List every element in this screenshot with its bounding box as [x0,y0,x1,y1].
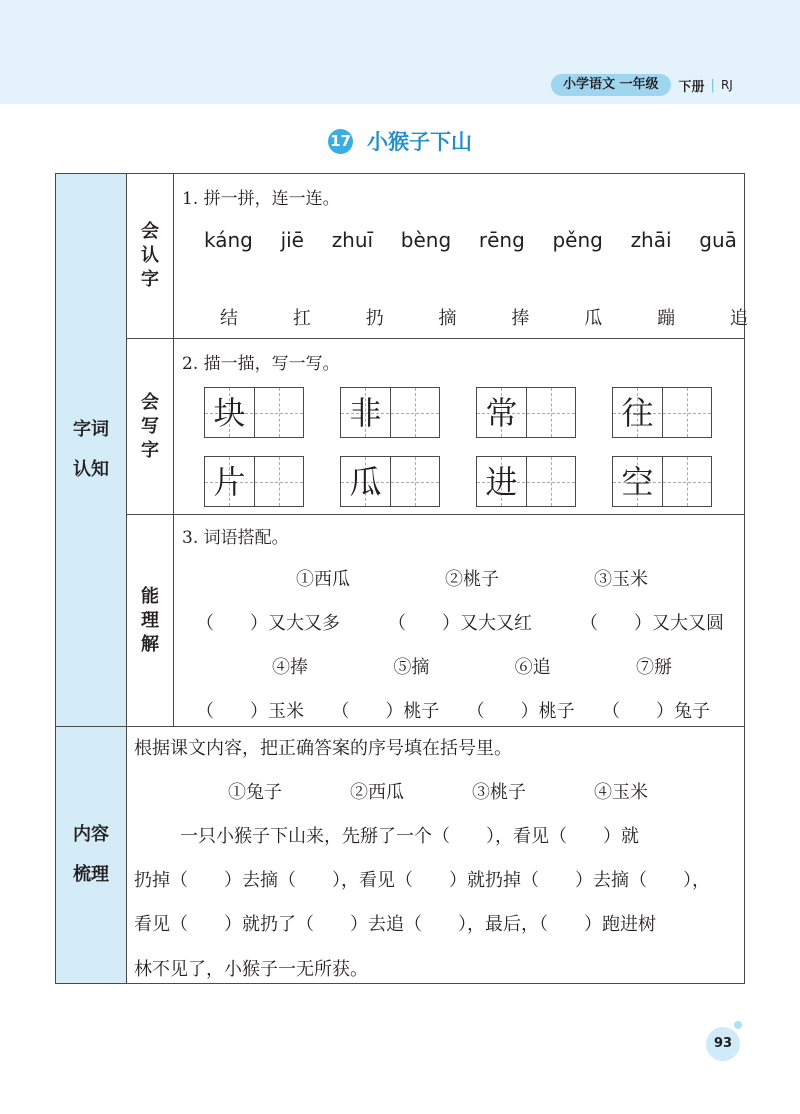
category-content-review [55,726,127,984]
writing-grid-box[interactable] [476,387,576,438]
grid-character: 非 [349,394,382,432]
category-label-line: 内容 [73,824,109,845]
lesson-number-badge: 17 [328,129,353,154]
sublabel-recognize: 会认字 [126,173,174,339]
decorative-droplet [734,1021,742,1029]
subject-pill: 小学语文 一年级 [551,74,671,96]
character-item[interactable]: 蹦 [657,308,676,329]
option-item: ⑤摘 [393,657,430,678]
review-paragraph-line[interactable]: 扔掉（ ）去摘（ ），看见（ ）就扔掉（ ）去摘（ ）， [134,870,710,891]
pinyin-item[interactable]: bèng [400,228,452,252]
review-options [228,778,648,804]
pinyin-item[interactable]: pěng [552,228,603,252]
grid-character: 往 [621,394,654,432]
section-content-review [126,726,745,984]
pinyin-item[interactable]: zhāi [630,228,672,252]
edition-label: RJ [720,78,733,92]
blank-row-1 [196,609,724,635]
tag-separator: | [710,77,715,93]
option-row-2 [272,653,672,679]
sublabel-understand: 能理解 [126,514,174,727]
grid-character: 瓜 [349,463,382,501]
option-item: ⑦掰 [635,657,672,678]
option-item: ④捧 [272,657,308,678]
volume-label: 下册 [678,79,705,95]
lesson-title [0,124,800,158]
pinyin-row [204,228,737,252]
character-item[interactable]: 摘 [438,308,457,329]
answer-blank[interactable]: （ ）又大又圆 [580,613,724,634]
review-paragraph-line: 林不见了，小猴子一无所获。 [134,959,368,980]
grid-character: 块 [213,394,246,432]
review-instruction: 根据课文内容，把正确答案的序号填在括号里。 [134,738,512,759]
pinyin-item[interactable]: guā [699,228,737,252]
category-label-line: 梳理 [73,864,109,885]
pinyin-item[interactable]: jiē [280,228,304,252]
option-item: ④玉米 [594,782,648,803]
question-3-title: 3. 词语搭配。 [182,528,289,548]
answer-blank[interactable]: （ ）又大又多 [196,613,340,634]
option-item: ⑥追 [514,657,551,678]
writing-grid-box[interactable] [612,456,712,507]
writing-grid-box[interactable] [612,387,712,438]
option-item: ①兔子 [228,782,282,803]
option-item: ③玉米 [594,569,648,590]
sublabel-write: 会写字 [126,338,174,515]
blank-row-2 [196,697,710,723]
answer-blank[interactable]: （ ）又大又红 [388,613,532,634]
option-item: ③桃子 [472,782,526,803]
writing-grid-box[interactable] [340,456,440,507]
answer-blank[interactable]: （ ）玉米 [196,701,304,722]
book-tag [551,74,733,96]
writing-grid-box[interactable] [204,387,304,438]
character-item[interactable]: 扛 [292,308,311,329]
answer-blank[interactable]: （ ）桃子 [331,701,440,722]
category-label-line: 字词 [73,419,109,440]
pinyin-item[interactable]: zhuī [331,228,374,252]
category-word-knowledge [55,173,127,727]
review-paragraph-line[interactable]: 看见（ ）就扔了（ ）去追（ ），最后，（ ）跑进树 [134,914,656,935]
question-1-title: 1. 拼一拼，连一连。 [182,189,340,209]
pinyin-item[interactable]: rēng [478,228,525,252]
character-item[interactable]: 瓜 [584,308,603,329]
character-row [220,304,748,330]
grid-character: 片 [213,463,246,501]
character-item[interactable]: 结 [220,308,238,329]
page-number: 93 [706,1027,740,1061]
option-row-1 [296,565,648,591]
answer-blank[interactable]: （ ）兔子 [601,701,710,722]
category-label-line: 认知 [73,459,109,480]
grid-character: 进 [485,463,518,501]
writing-grid-box[interactable] [204,456,304,507]
character-item[interactable]: 捧 [511,308,530,329]
grid-character: 常 [485,394,518,432]
grid-character: 空 [621,463,654,501]
character-item[interactable]: 追 [729,308,748,329]
writing-grid-box[interactable] [340,387,440,438]
character-item[interactable]: 扔 [365,308,384,329]
option-item: ②桃子 [445,569,499,590]
lesson-title-text: 小猴子下山 [367,130,472,154]
option-item: ①西瓜 [296,569,350,590]
answer-blank[interactable]: （ ）桃子 [466,701,575,722]
pinyin-item[interactable]: káng [204,228,253,252]
review-paragraph-line[interactable]: 一只小猴子下山来，先掰了一个（ ），看见（ ）就 [180,826,639,847]
writing-grid-box[interactable] [476,456,576,507]
question-2-title: 2. 描一描，写一写。 [182,354,340,374]
option-item: ②西瓜 [350,782,404,803]
